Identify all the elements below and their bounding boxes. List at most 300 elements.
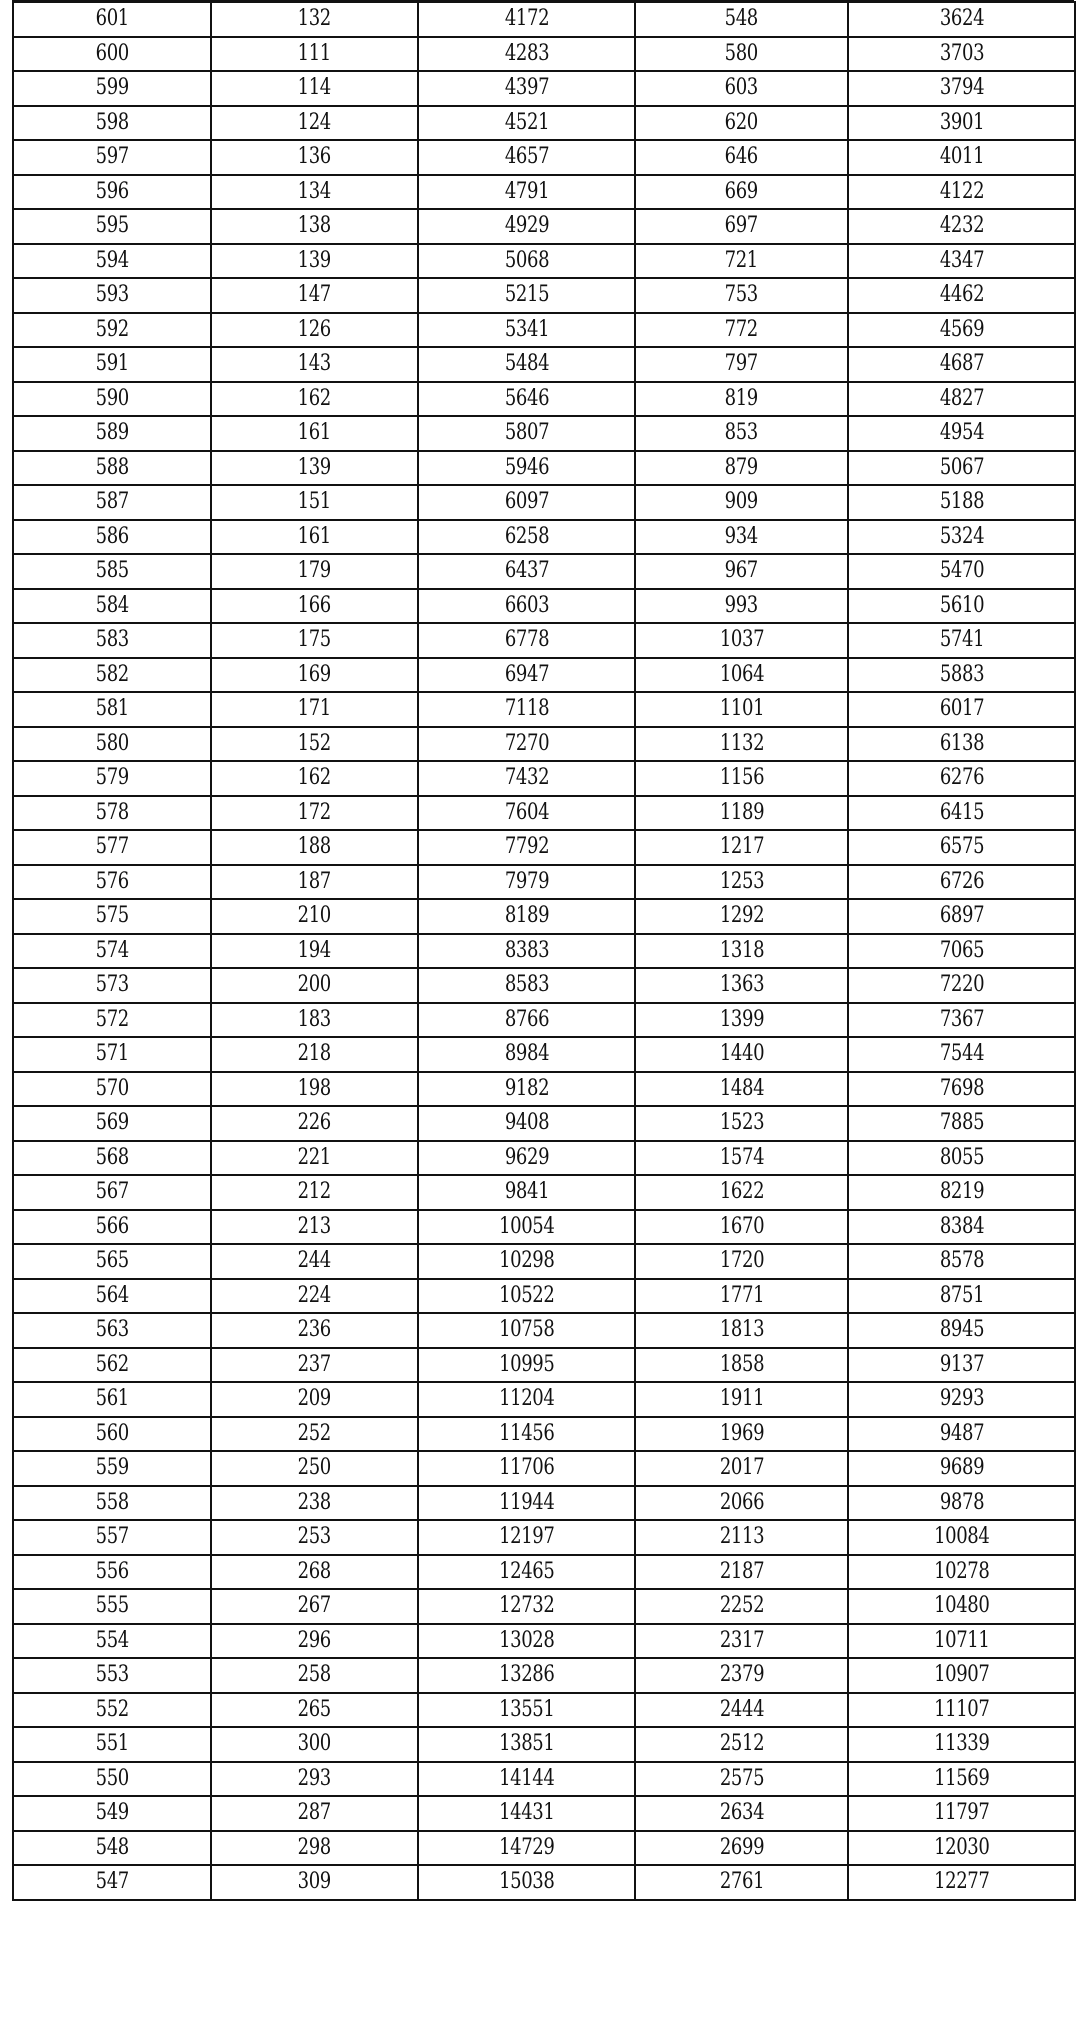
other-cumulative-cell [848,554,1075,589]
table-row [13,416,1075,451]
subgroup-cumulative-cell [635,761,848,796]
cell-text: 1484 [719,1075,764,1101]
subgroup-cumulative-cell [635,1589,848,1624]
cell-text: 574 [95,937,129,963]
score-cell [13,796,211,831]
cell-text: 580 [95,730,129,756]
subgroup-cumulative-cell [635,1313,848,1348]
count-cell [211,1451,418,1486]
other-cumulative-cell [848,1624,1075,1659]
count-cell [211,1106,418,1141]
cell-text: 557 [95,1524,129,1550]
subgroup-cumulative-cell [635,485,848,520]
table-row [13,1417,1075,1452]
other-cumulative-cell [848,1693,1075,1728]
cell-text: 9629 [504,1144,549,1170]
cell-text: 9841 [504,1179,549,1205]
table-row [13,761,1075,796]
count-cell [211,1727,418,1762]
cell-text: 1813 [719,1317,764,1343]
count-cell [211,727,418,762]
cell-text: 587 [95,489,129,515]
cell-text: 601 [95,6,129,32]
cell-text: 7544 [939,1041,984,1067]
cell-text: 188 [297,834,332,860]
score-cell [13,1106,211,1141]
other-cumulative-cell [848,485,1075,520]
cell-text: 1101 [719,696,764,722]
score-cell [13,1555,211,1590]
cumulative-cell [418,1865,635,1900]
count-cell [211,140,418,175]
subgroup-cumulative-cell [635,1865,848,1900]
count-cell [211,1762,418,1797]
cell-text: 11569 [933,1765,990,1791]
cumulative-cell [418,1555,635,1590]
subgroup-cumulative-cell [635,589,848,624]
cell-text: 14431 [498,1800,555,1826]
cell-text: 620 [724,109,759,135]
subgroup-cumulative-cell [635,1762,848,1797]
cell-text: 583 [95,627,129,653]
subgroup-cumulative-cell [635,451,848,486]
cell-text: 7979 [504,868,549,894]
cell-text: 138 [297,213,332,239]
cell-text: 10084 [933,1524,990,1550]
cell-text: 9878 [939,1489,984,1515]
cell-text: 566 [95,1213,129,1239]
cell-text: 139 [297,454,332,480]
cell-text: 166 [297,592,332,618]
count-cell [211,1520,418,1555]
cell-text: 597 [95,144,129,170]
other-cumulative-cell [848,934,1075,969]
cell-text: 560 [95,1420,129,1446]
cell-text: 8384 [939,1213,984,1239]
score-cell [13,313,211,348]
cell-text: 7885 [939,1110,984,1136]
other-cumulative-cell [848,1348,1075,1383]
cell-text: 547 [95,1869,129,1895]
cumulative-cell [418,71,635,106]
other-cumulative-cell [848,1520,1075,1555]
cell-text: 5067 [939,454,984,480]
subgroup-cumulative-cell [635,968,848,1003]
cell-text: 226 [297,1110,332,1136]
table-row [13,1451,1075,1486]
cell-text: 1440 [719,1041,764,1067]
subgroup-cumulative-cell [635,313,848,348]
subgroup-cumulative-cell [635,899,848,934]
cumulative-cell [418,761,635,796]
cell-text: 11107 [933,1696,990,1722]
other-cumulative-cell [848,106,1075,141]
cell-text: 1720 [719,1248,764,1274]
cumulative-cell [418,485,635,520]
subgroup-cumulative-cell [635,347,848,382]
cell-text: 7220 [939,972,984,998]
cell-text: 1969 [719,1420,764,1446]
cell-text: 6437 [504,558,549,584]
cell-text: 5484 [504,351,549,377]
table-row [13,968,1075,1003]
table-row [13,37,1075,72]
cell-text: 5807 [504,420,549,446]
cell-text: 576 [95,868,129,894]
table-row [13,382,1075,417]
score-cell [13,1348,211,1383]
cell-text: 268 [297,1558,332,1584]
subgroup-cumulative-cell [635,278,848,313]
other-cumulative-cell [848,175,1075,210]
cell-text: 555 [95,1593,129,1619]
cell-text: 9689 [939,1455,984,1481]
cumulative-cell [418,1244,635,1279]
count-cell [211,968,418,1003]
cell-text: 4172 [504,6,549,32]
table-row [13,1658,1075,1693]
cell-text: 573 [95,972,129,998]
count-cell [211,1210,418,1245]
table-row [13,1486,1075,1521]
cumulative-cell [418,106,635,141]
cell-text: 1292 [719,903,764,929]
table-row [13,1313,1075,1348]
subgroup-cumulative-cell [635,1796,848,1831]
score-cell [13,451,211,486]
count-cell [211,1486,418,1521]
cumulative-cell [418,1348,635,1383]
cell-text: 2512 [719,1731,764,1757]
score-cell [13,1279,211,1314]
cell-text: 2187 [719,1558,764,1584]
cell-text: 646 [724,144,759,170]
subgroup-cumulative-cell [635,1244,848,1279]
cumulative-cell [418,1141,635,1176]
subgroup-cumulative-cell [635,106,848,141]
cell-text: 909 [724,489,759,515]
score-cell [13,968,211,1003]
cell-text: 4827 [939,385,984,411]
cell-text: 1771 [719,1282,764,1308]
other-cumulative-cell [848,278,1075,313]
table-row [13,658,1075,693]
cell-text: 584 [95,592,129,618]
cell-text: 5883 [939,661,984,687]
other-cumulative-cell [848,1210,1075,1245]
cell-text: 568 [95,1144,129,1170]
score-cell [13,658,211,693]
cell-text: 10522 [498,1282,555,1308]
other-cumulative-cell [848,313,1075,348]
other-cumulative-cell [848,1003,1075,1038]
cell-text: 9293 [939,1386,984,1412]
cell-text: 2113 [719,1524,764,1550]
score-cell [13,1141,211,1176]
cell-text: 9487 [939,1420,984,1446]
cell-text: 6575 [939,834,984,860]
score-distribution-table [12,1,1076,1901]
other-cumulative-cell [848,727,1075,762]
cell-text: 1132 [719,730,764,756]
cell-text: 578 [95,799,129,825]
score-cell [13,140,211,175]
other-cumulative-cell [848,1417,1075,1452]
cell-text: 10758 [498,1317,555,1343]
cell-text: 591 [95,351,129,377]
count-cell [211,1865,418,1900]
cell-text: 8219 [939,1179,984,1205]
cell-text: 554 [95,1627,129,1653]
cell-text: 175 [297,627,332,653]
score-cell [13,1451,211,1486]
table-row [13,140,1075,175]
cell-text: 8383 [504,937,549,963]
cell-text: 1037 [719,627,764,653]
cell-text: 126 [297,316,332,342]
table-row [13,1106,1075,1141]
subgroup-cumulative-cell [635,244,848,279]
score-cell [13,278,211,313]
count-cell [211,1589,418,1624]
score-cell [13,830,211,865]
cell-text: 4232 [939,213,984,239]
subgroup-cumulative-cell [635,658,848,693]
subgroup-cumulative-cell [635,1348,848,1383]
cell-text: 9137 [939,1351,984,1377]
score-cell [13,865,211,900]
cell-text: 11706 [498,1455,555,1481]
table-row [13,71,1075,106]
score-cell [13,1382,211,1417]
cell-text: 265 [297,1696,332,1722]
subgroup-cumulative-cell [635,37,848,72]
cell-text: 134 [297,178,332,204]
cell-text: 2379 [719,1662,764,1688]
cell-text: 577 [95,834,129,860]
count-cell [211,1693,418,1728]
table-row [13,278,1075,313]
table-row [13,1762,1075,1797]
count-cell [211,1037,418,1072]
score-cell [13,1727,211,1762]
cell-text: 14729 [498,1834,555,1860]
cell-text: 4347 [939,247,984,273]
cell-text: 10480 [933,1593,990,1619]
subgroup-cumulative-cell [635,727,848,762]
table-row [13,899,1075,934]
cell-text: 4657 [504,144,549,170]
score-cell [13,554,211,589]
cell-text: 5741 [939,627,984,653]
subgroup-cumulative-cell [635,2,848,37]
cell-text: 7432 [504,765,549,791]
cumulative-cell [418,1658,635,1693]
table-row [13,554,1075,589]
cell-text: 879 [724,454,759,480]
cell-text: 2017 [719,1455,764,1481]
cell-text: 7065 [939,937,984,963]
cumulative-cell [418,1037,635,1072]
cell-text: 6726 [939,868,984,894]
table-row [13,1279,1075,1314]
other-cumulative-cell [848,1451,1075,1486]
cell-text: 2699 [719,1834,764,1860]
cumulative-cell [418,416,635,451]
count-cell [211,1555,418,1590]
count-cell [211,589,418,624]
cell-text: 598 [95,109,129,135]
table-row [13,1520,1075,1555]
count-cell [211,485,418,520]
cell-text: 6897 [939,903,984,929]
count-cell [211,520,418,555]
other-cumulative-cell [848,1762,1075,1797]
cell-text: 4011 [939,144,984,170]
count-cell [211,658,418,693]
count-cell [211,1175,418,1210]
cell-text: 296 [297,1627,332,1653]
cumulative-cell [418,658,635,693]
table-row [13,1796,1075,1831]
cell-text: 575 [95,903,129,929]
cumulative-cell [418,520,635,555]
cell-text: 579 [95,765,129,791]
cumulative-cell [418,1486,635,1521]
other-cumulative-cell [848,1313,1075,1348]
score-cell [13,347,211,382]
cell-text: 221 [297,1144,332,1170]
cell-text: 250 [297,1455,332,1481]
cell-text: 600 [95,40,129,66]
score-cell [13,1210,211,1245]
cell-text: 559 [95,1455,129,1481]
cell-text: 4462 [939,282,984,308]
cell-text: 552 [95,1696,129,1722]
count-cell [211,1658,418,1693]
cell-text: 853 [724,420,759,446]
table-row [13,1003,1075,1038]
cumulative-cell [418,1175,635,1210]
cell-text: 3624 [939,6,984,32]
other-cumulative-cell [848,451,1075,486]
cell-text: 7698 [939,1075,984,1101]
cell-text: 213 [297,1213,332,1239]
cell-text: 143 [297,351,332,377]
table-row [13,1589,1075,1624]
cell-text: 594 [95,247,129,273]
other-cumulative-cell [848,1037,1075,1072]
cell-text: 198 [297,1075,332,1101]
count-cell [211,1141,418,1176]
cell-text: 599 [95,75,129,101]
subgroup-cumulative-cell [635,554,848,589]
subgroup-cumulative-cell [635,865,848,900]
score-cell [13,1831,211,1866]
cell-text: 237 [297,1351,332,1377]
cumulative-cell [418,1003,635,1038]
other-cumulative-cell [848,1589,1075,1624]
other-cumulative-cell [848,347,1075,382]
table-row [13,1865,1075,1900]
cell-text: 10298 [498,1248,555,1274]
cell-text: 162 [297,765,332,791]
count-cell [211,761,418,796]
cell-text: 10907 [933,1662,990,1688]
cumulative-cell [418,1831,635,1866]
count-cell [211,1382,418,1417]
score-cell [13,1037,211,1072]
cell-text: 570 [95,1075,129,1101]
score-cell [13,1417,211,1452]
cell-text: 309 [297,1869,332,1895]
cell-text: 12277 [933,1869,990,1895]
cell-text: 11944 [498,1489,555,1515]
subgroup-cumulative-cell [635,1831,848,1866]
score-cell [13,1589,211,1624]
cell-text: 13028 [498,1627,555,1653]
score-cell [13,934,211,969]
count-cell [211,1624,418,1659]
cell-text: 212 [297,1179,332,1205]
cell-text: 161 [297,523,332,549]
subgroup-cumulative-cell [635,1106,848,1141]
cell-text: 179 [297,558,332,584]
cell-text: 550 [95,1765,129,1791]
score-cell [13,1865,211,1900]
score-cell [13,382,211,417]
score-cell [13,1244,211,1279]
cell-text: 753 [724,282,759,308]
table-row [13,1693,1075,1728]
cell-text: 596 [95,178,129,204]
cell-text: 2444 [719,1696,764,1722]
table-row [13,830,1075,865]
subgroup-cumulative-cell [635,416,848,451]
subgroup-cumulative-cell [635,1175,848,1210]
cell-text: 172 [297,799,332,825]
cell-text: 8055 [939,1144,984,1170]
cell-text: 7604 [504,799,549,825]
table-row [13,244,1075,279]
cell-text: 6258 [504,523,549,549]
other-cumulative-cell [848,761,1075,796]
cumulative-cell [418,934,635,969]
score-cell [13,1313,211,1348]
table-row [13,796,1075,831]
subgroup-cumulative-cell [635,1417,848,1452]
other-cumulative-cell [848,2,1075,37]
table-row [13,692,1075,727]
cumulative-cell [418,382,635,417]
subgroup-cumulative-cell [635,1003,848,1038]
cell-text: 171 [297,696,332,722]
cell-text: 582 [95,661,129,687]
score-cell [13,520,211,555]
cell-text: 162 [297,385,332,411]
cell-text: 5646 [504,385,549,411]
cumulative-cell [418,37,635,72]
cell-text: 1253 [719,868,764,894]
cumulative-cell [418,2,635,37]
other-cumulative-cell [848,382,1075,417]
cell-text: 589 [95,420,129,446]
cell-text: 819 [724,385,759,411]
cell-text: 298 [297,1834,332,1860]
cell-text: 5068 [504,247,549,273]
other-cumulative-cell [848,520,1075,555]
cell-text: 293 [297,1765,332,1791]
